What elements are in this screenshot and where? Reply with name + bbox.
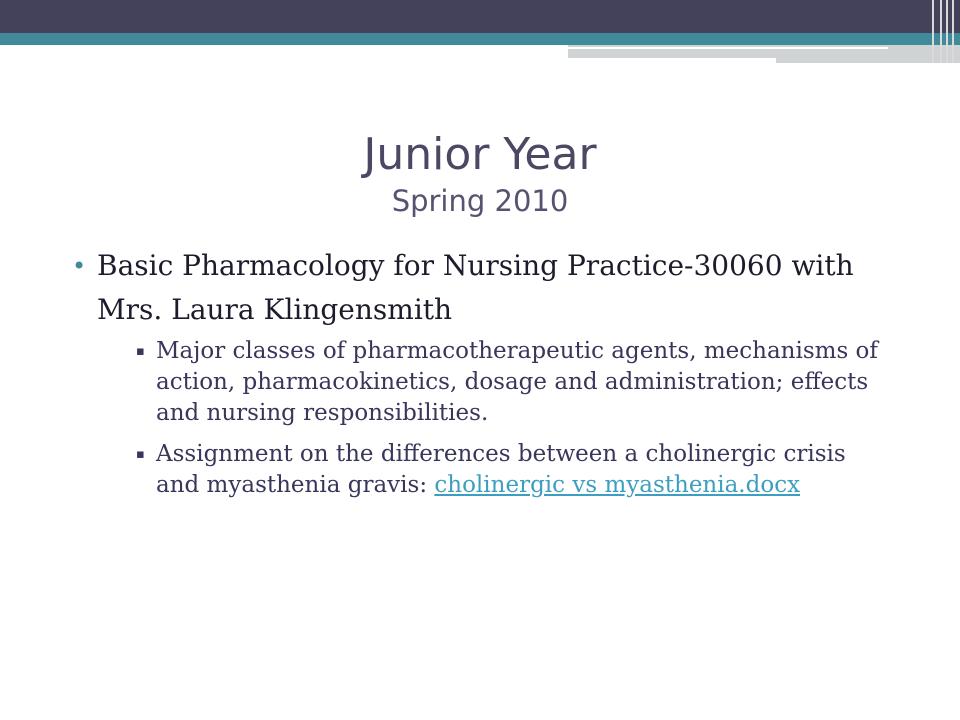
sub-bullet-icon: ▪ xyxy=(136,447,145,462)
slide-subtitle: Spring 2010 xyxy=(391,184,569,218)
slide-body xyxy=(72,244,892,511)
point-text: Assignment on the differences between a cholinergic crisis and myasthenia gravis: xyxy=(156,441,846,498)
course-bullet xyxy=(72,244,892,332)
assignment-link[interactable]: cholinergic vs myasthenia.docx xyxy=(434,472,801,498)
course-text: Basic Pharmacology for Nursing Practice-30060 with Mrs. Laura Klingensmith xyxy=(97,249,854,326)
slide-title: Junior Year xyxy=(363,129,597,180)
header-dark-bar xyxy=(0,0,960,33)
point-text: Major classes of pharmacotherapeutic agents, mechanisms of action, pharmacokinetics, dosage and administration; effects and nursing responsibilities. xyxy=(156,338,878,426)
sub-bullet-icon: ▪ xyxy=(136,344,145,359)
header-stripe xyxy=(568,47,888,49)
header-accent-bar xyxy=(0,33,960,45)
list-item xyxy=(72,336,892,429)
header-vertical-lines xyxy=(928,0,960,63)
list-item xyxy=(72,439,892,501)
bullet-icon: • xyxy=(72,252,87,280)
header-stripe xyxy=(568,58,776,63)
slide-title-block xyxy=(0,128,960,220)
sub-bullet-list xyxy=(72,336,892,501)
